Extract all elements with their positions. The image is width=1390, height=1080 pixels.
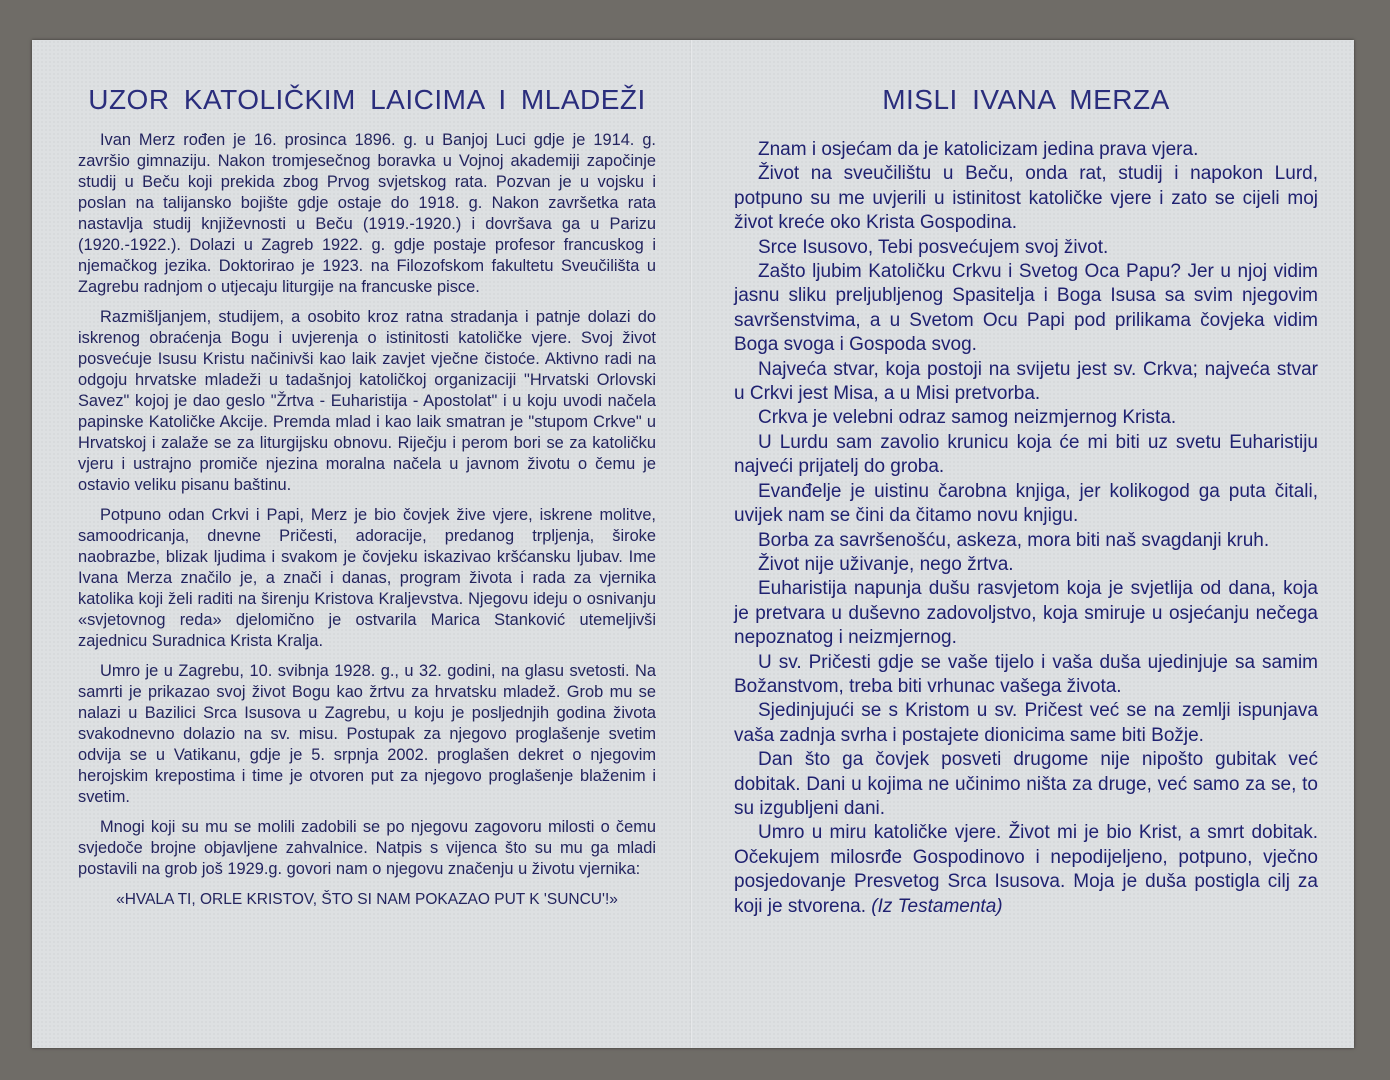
thought-4: Zašto ljubim Katoličku Crkvu i Svetog Oca Papu? Jer u njoj vidim jasnu sliku preljubljenog Spasitelja i Boga Isusa sa svim njegovim savršenstvima, a u Svetom Ocu Papi pod prilikama čovjeka vidim Boga svoga i Gospoda svog. [734, 261, 1318, 356]
bio-paragraph-3: Potpuno odan Crkvi i Papi, Merz je bio čovjek žive vjere, iskrene molitve, samoodricanja, dnevne Pričesti, adoracije, predanog trpljenja, široke naobrazbe, blizak ljudima i svakom je čovjeku iskazivao kršćansku ljubav. Ime Ivana Merza značilo je, a znači i danas, program života i rada za vjernika katolika koji želi raditi na širenju Kristova Kraljevstva. Njegovu ideju o osnivanju «svjetovnog reda» djelomično je ostvarila Marica Stanković utemeljivši zajednicu Suradnica Krista Kralja. [78, 506, 656, 650]
grave-inscription: «HVALA TI, ORLE KRISTOV, ŠTO SI NAM POKAZAO PUT K 'SUNCU'!» [116, 891, 618, 908]
thought-3: Srce Isusovo, Tebi posvećujem svoj život. [758, 236, 1109, 258]
thought-7: U Lurdu sam zavolio krunicu koja će mi biti uz svetu Euharistiju najveći prijatelj do groba. [734, 431, 1318, 478]
bio-paragraph-2: Razmišljanjem, studijem, a osobito kroz ratna stradanja i patnje dolazi do iskrenog obraćenja Bogu i uvjerenja o istinitosti katoličke vjere. Svoj život posvećuje Isusu Kristu načinivši kao laik zavjet vječne čistoće. Aktivno radi na odgoju hrvatske mladeži u tadašnjoj katoličkoj organizaciji "Hrvatski Orlovski Savez" kojoj je dao geslo "Žrtva - Euharistija - Apostolat" i u koju uvodi načela papinske Katoličke Akcije. Premda mlad i kao laik smatran je "stupom Crkve" u Hrvatskoj i zalaže se za liturgijsku obnovu. Riječju i perom bori se za katoličku vjeru i ustrajno promiče njezina moralna načela u javnom životu o čemu je ostavio veliku pisanu baštinu. [78, 308, 656, 494]
thought-12: U sv. Pričesti gdje se vaše tijelo i vaša duša ujedinjuje sa samim Božanstvom, treba biti vrhunac vašega života. [734, 651, 1318, 697]
leaflet-card [32, 40, 1354, 1048]
thought-5: Najveća stvar, koja postoji na svijetu jest sv. Crkva; najveća stvar u Crkvi jest Misa, a u Misi pretvorba. [734, 358, 1318, 405]
right-panel [734, 84, 1318, 919]
left-title: UZOR KATOLIČKIM LAICIMA I MLADEŽI [88, 84, 646, 115]
thought-8: Evanđelje je uistinu čarobna knjiga, jer kolikogod ga puta čitali, uvijek nam se čini da čitamo novu knjigu. [734, 480, 1318, 527]
bio-paragraph-4: Umro je u Zagrebu, 10. svibnja 1928. g., u 32. godini, na glasu svetosti. Na samrti je prikazao svoj život Bogu kao žrtvu za hrvatsku mladež. Grob mu se nalazi u Bazilici Srca Isusova u Zagrebu, u koju je posljednjih godina života svakodnevno dolazio na sv. misu. Postupak za njegovo proglašenje svetim odvija se u Vatikanu, gdje je 5. srpnja 2002. proglašen dekret o njegovim herojskim krepostima i time je otvoren put za njegovo proglašenje blaženim i svetim. [78, 662, 656, 806]
thought-9: Borba za savršenošću, askeza, mora biti naš svagdanji kruh. [758, 529, 1270, 551]
thought-1: Znam i osjećam da je katolicizam jedina prava vjera. [758, 139, 1199, 160]
thought-10: Život nije uživanje, nego žrtva. [758, 553, 1014, 575]
thought-6: Crkva je velebni odraz samog neizmjernog Krista. [758, 407, 1177, 429]
testament-reference: (Iz Testamenta) [871, 895, 1003, 917]
thought-15-text: Umro u miru katoličke vjere. Život mi je bio Krist, a smrt dobitak. Očekujem milosrđe Gospodinovo i nepodijeljeno, potpuno, vječno posjedovanje Presvetog Srca Isusova. Moja je duša postigla cilj za koji je stvorena. [734, 822, 1318, 917]
thought-14: Dan što ga čovjek posveti drugome nije nipošto gubitak već dobitak. Dani u kojima ne učinimo ništa za druge, već samo za se, to su izgubljeni dani. [734, 749, 1318, 819]
left-panel [78, 84, 656, 919]
bio-paragraph-1: Ivan Merz rođen je 16. prosinca 1896. g. u Banjoj Luci gdje je 1914. g. završio gimnaziju. Nakon tromjesečnog boravka u Vojnoj akademiji započinje studij u Beču koji prekida zbog Prvog svjetskog rata. Pozvan je u vojsku i poslan na talijansko bojište gdje ostaje do 1918. g. Nakon završetka rata nastavlja studij književnosti u Beču (1919.-1920.) i dovršava ga u Parizu (1920.-1922.). Dolazi u Zagreb 1922. g. gdje postaje profesor francuskog i njemačkog jezika. Doktorirao je 1923. na Filozofskom fakultetu Sveučilišta u Zagrebu radnjom o utjecaju liturgije na francuske pisce. [78, 131, 656, 296]
thought-11: Euharistija napunja dušu rasvjetom koja je svjetlija od dana, koja je pretvara u duševno zadovoljstvo, koja smiruje u osjećanju nečega nepoznatog i neizmjernog. [734, 578, 1318, 649]
fold-line [690, 40, 692, 1048]
bio-paragraph-5: Mnogi koji su mu se molili zadobili se po njegovu zagovoru milosti o čemu svjedoče brojne objavljene zahvalnice. Natpis s vijenca što su mu ga mladi postavili na grob još 1929.g. govori nam o njegovu značenju u životu vjernika: [78, 818, 656, 878]
thought-2: Život na sveučilištu u Beču, onda rat, studij i napokon Lurd, potpuno su me uvjerili u istinitost katoličke vjere i zato se cijeli moj život kreće oko Krista Gospodina. [734, 163, 1318, 234]
thought-15 [734, 821, 1318, 919]
thought-13: Sjedinjujući se s Kristom u sv. Pričest već se na zemlji ispunjava vaša zadnja svrha i postajete dionicima same biti Božje. [734, 700, 1318, 746]
right-title: MISLI IVANA MERZA [882, 84, 1170, 115]
